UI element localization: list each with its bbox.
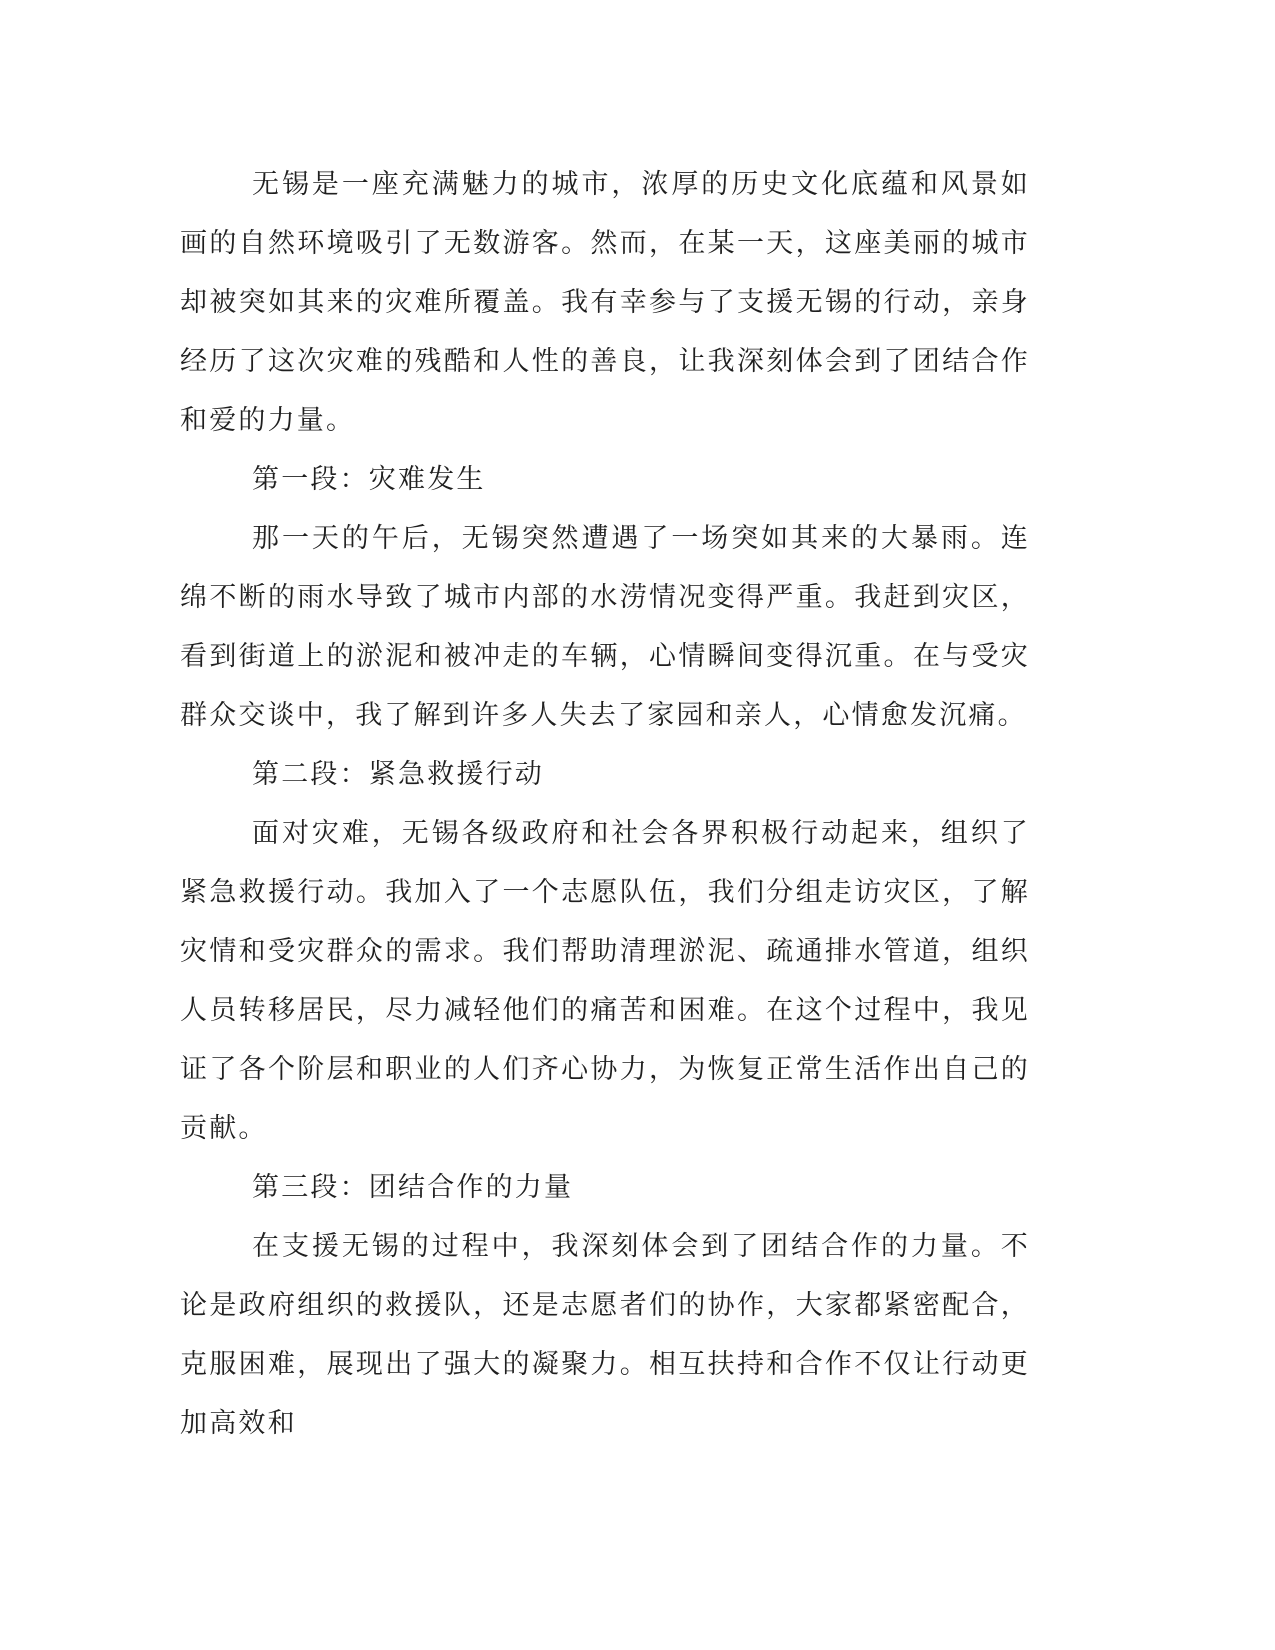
section-2-heading: 第二段：紧急救援行动	[252, 759, 544, 790]
document-body	[180, 155, 1030, 1453]
section-1-paragraph: 那一天的午后，无锡突然遭遇了一场突如其来的大暴雨。连绵不断的雨水导致了城市内部的水涝情况变得严重。我赶到灾区，看到街道上的淤泥和被冲走的车辆，心情瞬间变得沉重。在与受灾群众交谈中，我了解到许多人失去了家园和亲人，心情愈发沉痛。	[180, 523, 1030, 731]
intro-paragraph: 无锡是一座充满魅力的城市，浓厚的历史文化底蕴和风景如画的自然环境吸引了无数游客。然而，在某一天，这座美丽的城市却被突如其来的灾难所覆盖。我有幸参与了支援无锡的行动，亲身经历了这次灾难的残酷和人性的善良，让我深刻体会到了团结合作和爱的力量。	[180, 169, 1030, 436]
section-3-heading: 第三段：团结合作的力量	[252, 1172, 574, 1203]
section-3-paragraph: 在支援无锡的过程中，我深刻体会到了团结合作的力量。不论是政府组织的救援队，还是志愿者们的协作，大家都紧密配合，克服困难，展现出了强大的凝聚力。相互扶持和合作不仅让行动更加高效和	[180, 1231, 1030, 1439]
section-2-paragraph: 面对灾难，无锡各级政府和社会各界积极行动起来，组织了紧急救援行动。我加入了一个志愿队伍，我们分组走访灾区，了解灾情和受灾群众的需求。我们帮助清理淤泥、疏通排水管道，组织人员转移居民，尽力减轻他们的痛苦和困难。在这个过程中，我见证了各个阶层和职业的人们齐心协力，为恢复正常生活作出自己的贡献。	[180, 818, 1030, 1144]
section-1-heading: 第一段：灾难发生	[252, 464, 486, 495]
